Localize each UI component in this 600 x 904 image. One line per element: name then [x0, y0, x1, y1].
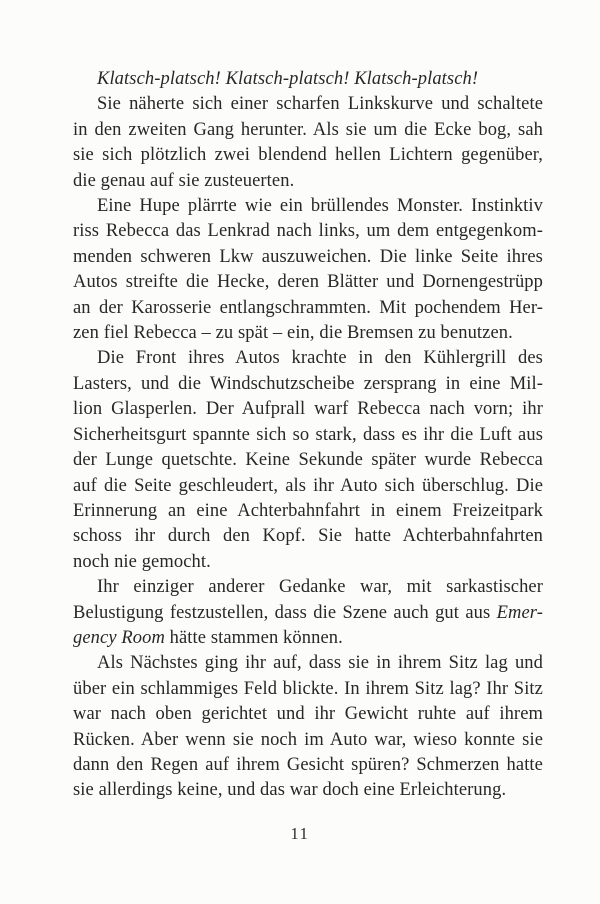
- text-line: [73, 651, 543, 676]
- text-line: [73, 728, 543, 753]
- text-run: schoss ihr durch den Kopf. Sie hatte Achterbahnfahrten: [73, 526, 543, 547]
- text-line: [73, 270, 543, 295]
- text-line: [73, 753, 543, 778]
- text-run: Eine Hupe plärrte wie ein brüllendes Monster. Instinktiv: [97, 196, 543, 217]
- text-run: Sicherheitsgurt spannte sich so stark, dass es ihr die Luft aus: [73, 424, 543, 445]
- italic-text-run: gency Room: [73, 627, 165, 648]
- text-run: Belustigung festzustellen, dass die Szene auch gut aus: [73, 602, 497, 623]
- paragraph: [73, 346, 543, 575]
- text-line: [73, 194, 543, 219]
- text-line: [73, 169, 543, 194]
- paragraph: [73, 92, 543, 194]
- text-run: hätte stammen können.: [164, 627, 343, 648]
- text-line: [73, 702, 543, 727]
- text-run: Die Front ihres Autos krachte in den Kühlergrill des: [97, 348, 543, 369]
- text-line: [73, 601, 543, 626]
- text-run: Lasters, und die Windschutzscheibe zersprang in eine Mil-: [73, 373, 543, 394]
- paragraph: [73, 194, 543, 346]
- text-line: [73, 397, 543, 422]
- text-run: menden schweren Lkw auszuweichen. Die linke Seite ihres: [73, 246, 543, 267]
- page-number: 11: [290, 824, 310, 843]
- text-run: zen fiel Rebecca – zu spät – ein, die Bremsen zu benutzen.: [73, 323, 513, 344]
- text-run: Rücken. Aber wenn sie noch im Auto war, wieso konnte sie: [73, 729, 543, 750]
- text-run: sie sich plötzlich zwei blendend hellen Lichtern gegenüber,: [73, 145, 543, 166]
- text-line: [73, 118, 543, 143]
- text-run: der Lunge quetschte. Keine Sekunde später wurde Rebecca: [73, 450, 543, 471]
- text-line: [73, 296, 543, 321]
- text-line: [73, 423, 543, 448]
- text-line: [73, 67, 543, 92]
- paragraph: [73, 575, 543, 651]
- text-run: Autos streifte die Hecke, deren Blätter und Dornengestrüpp: [73, 272, 543, 293]
- text-line: [73, 575, 543, 600]
- paragraph: [73, 651, 543, 803]
- text-run: sie allerdings keine, und das war doch eine Erleichterung.: [73, 780, 507, 801]
- text-run: Erinnerung an eine Achterbahnfahrt in einem Freizeitpark: [73, 500, 543, 521]
- italic-text-run: Klatsch-platsch! Klatsch-platsch! Klatsch-platsch!: [97, 69, 479, 89]
- text-line: [73, 550, 543, 575]
- text-line: [73, 626, 543, 651]
- text-line: [73, 372, 543, 397]
- text-line: [73, 219, 543, 244]
- text-line: [73, 92, 543, 117]
- text-line: [73, 346, 543, 371]
- text-run: riss Rebecca das Lenkrad nach links, um dem entgegenkom-: [73, 221, 543, 242]
- text-line: [73, 677, 543, 702]
- text-line: [73, 524, 543, 549]
- text-run: noch nie gemocht.: [73, 551, 211, 572]
- text-line: [73, 245, 543, 270]
- text-run: auf die Seite geschleudert, als ihr Auto sich überschlug. Die: [73, 475, 543, 496]
- paragraph: [73, 67, 543, 92]
- text-run: in den zweiten Gang herunter. Als sie um die Ecke bog, sah: [73, 119, 543, 140]
- italic-text-run: Emer-: [496, 602, 543, 623]
- text-run: Sie näherte sich einer scharfen Linkskurve und schaltete: [97, 94, 543, 115]
- text-line: [73, 474, 543, 499]
- text-line: [73, 143, 543, 168]
- text-block: [73, 67, 543, 804]
- text-run: war nach oben gerichtet und ihr Gewicht ruhte auf ihrem: [73, 704, 543, 725]
- text-run: an der Karosserie entlangschrammten. Mit pochendem Her-: [73, 297, 543, 318]
- text-line: [73, 499, 543, 524]
- text-line: [73, 321, 543, 346]
- text-line: [73, 778, 543, 803]
- text-run: Ihr einziger anderer Gedanke war, mit sarkastischer: [97, 577, 543, 598]
- text-run: dann den Regen auf ihrem Gesicht spüren? Schmerzen hatte: [73, 754, 543, 775]
- text-run: lion Glasperlen. Der Aufprall warf Rebecca nach vorn; ihr: [73, 399, 543, 420]
- text-line: [73, 448, 543, 473]
- text-run: über ein schlammiges Feld blickte. In ihrem Sitz lag? Ihr Sitz: [73, 678, 543, 699]
- text-run: Als Nächstes ging ihr auf, dass sie in ihrem Sitz lag und: [97, 653, 543, 674]
- text-run: die genau auf sie zusteuerten.: [73, 170, 295, 191]
